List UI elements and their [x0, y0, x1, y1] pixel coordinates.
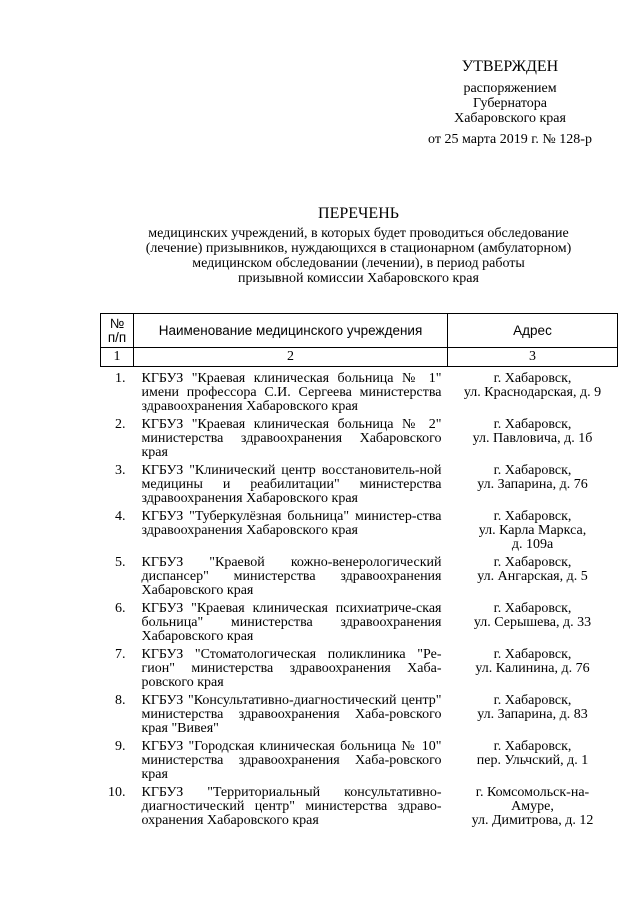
address-line: г. Хабаровск, [493, 693, 572, 708]
address-line: ул. Карла Маркса, [478, 523, 587, 538]
table-row [101, 782, 618, 828]
address-line: ул. Ангарская, д. 5 [477, 569, 588, 584]
approval-line-order: распоряжением [463, 81, 557, 96]
institutions-table [100, 313, 618, 828]
institution-name: КГБУЗ "Краевая клиническая больница № 2" министерства здравоохранения Хабаровского края [141, 417, 442, 460]
column-number-1: 1 [101, 348, 134, 367]
institution-address [448, 460, 618, 506]
institution-name: КГБУЗ "Краевая клиническая психиатриче-ская больница" министерства здравоохранения Хабаровского края [141, 601, 442, 644]
approval-date: от 25 марта 2019 г. № 128-р [428, 132, 592, 147]
approval-line-governor: Губернатора [472, 96, 548, 111]
approval-block [400, 57, 620, 148]
address-line: г. Хабаровск, [493, 739, 572, 754]
address-line: Амуре, [511, 799, 554, 814]
row-number: 1. [115, 371, 126, 386]
table-row [101, 736, 618, 782]
address-line: ул. Калинина, д. 76 [475, 661, 590, 676]
header-number-sign: № [109, 315, 125, 331]
address-line: ул. Серышева, д. 33 [473, 615, 592, 630]
row-number: 7. [115, 647, 126, 662]
table-row [101, 506, 618, 552]
document-subtitle-line: призывной комиссии Хабаровского края [238, 271, 479, 286]
table-header-row [101, 314, 618, 348]
institution-address [448, 736, 618, 782]
address-line: г. Хабаровск, [493, 555, 572, 570]
document-title: ПЕРЕЧЕНЬ [318, 205, 399, 222]
address-line: ул. Запарина, д. 76 [477, 477, 588, 492]
address-line: пер. Ульчский, д. 1 [476, 753, 589, 768]
approval-line-region: Хабаровского края [454, 111, 566, 126]
header-institution-name: Наименование медицинского учреждения [134, 314, 448, 348]
row-number: 6. [115, 601, 126, 616]
address-line: г. Хабаровск, [493, 601, 572, 616]
address-line: ул. Краснодарская, д. 9 [463, 385, 602, 400]
document-subtitle-line: (лечение) призывников, нуждающихся в стационарном (амбулаторном) [145, 241, 572, 256]
address-line: ул. Павловича, д. 1б [472, 431, 593, 446]
address-line: г. Комсомольск-на- [475, 785, 590, 800]
institution-address [448, 552, 618, 598]
institution-name: КГБУЗ "Краевая клиническая больница № 1" имени профессора С.И. Сергеева министерства здравоохранения Хабаровского края [141, 371, 442, 414]
institution-address [448, 367, 618, 415]
column-number-2: 2 [134, 348, 448, 367]
institution-address [448, 598, 618, 644]
address-line: г. Хабаровск, [493, 647, 572, 662]
row-number: 10. [108, 785, 126, 800]
row-number: 3. [115, 463, 126, 478]
header-address: Адрес [448, 314, 618, 348]
approval-heading: УТВЕРЖДЕН [461, 58, 559, 75]
document-subtitle-line: медицинских учреждений, в которых будет проводиться обследование [148, 226, 569, 241]
row-number: 4. [115, 509, 126, 524]
row-number: 8. [115, 693, 126, 708]
table-row [101, 414, 618, 460]
column-number-3: 3 [448, 348, 618, 367]
institution-address [448, 782, 618, 828]
institution-name: КГБУЗ "Городская клиническая больница № 10" министерства здравоохранения Хаба-ровского края [141, 739, 442, 782]
column-number-row [101, 348, 618, 367]
institution-address [448, 414, 618, 460]
institution-name: КГБУЗ "Краевой кожно-венерологический диспансер" министерства здравоохранения Хабаровского края [141, 555, 442, 598]
header-number-abbr: п/п [107, 329, 127, 345]
institution-address [448, 644, 618, 690]
table-row [101, 644, 618, 690]
institution-address [448, 690, 618, 736]
institution-name: КГБУЗ "Туберкулёзная больница" министер-ства здравоохранения Хабаровского края [141, 509, 442, 538]
table-row [101, 598, 618, 644]
institution-address [448, 506, 618, 552]
row-number: 2. [115, 417, 126, 432]
institution-name: КГБУЗ "Стоматологическая поликлиника "Ре-гион" министерства здравоохранения Хаба-ровского края [141, 647, 442, 690]
address-line: г. Хабаровск, [493, 509, 572, 524]
address-line: г. Хабаровск, [493, 417, 572, 432]
address-line: г. Хабаровск, [493, 463, 572, 478]
table-row [101, 460, 618, 506]
table-row [101, 690, 618, 736]
address-line: д. 109а [511, 537, 554, 552]
row-number: 9. [115, 739, 126, 754]
address-line: ул. Димитрова, д. 12 [471, 813, 594, 828]
header-number [101, 314, 134, 348]
document-subtitle-line: медицинском обследовании (лечении), в период работы [192, 256, 525, 271]
address-line: г. Хабаровск, [493, 371, 572, 386]
table-row [101, 367, 618, 415]
institution-name: КГБУЗ "Консультативно-диагностический центр" министерства здравоохранения Хаба-ровского края "Вивея" [141, 693, 442, 736]
row-number: 5. [115, 555, 126, 570]
address-line: ул. Запарина, д. 83 [477, 707, 588, 722]
document-title-block [100, 205, 617, 286]
table-row [101, 552, 618, 598]
institution-name: КГБУЗ "Территориальный консультативно-диагностический центр" министерства здраво-охранения Хабаровского края [141, 785, 442, 828]
institution-name: КГБУЗ "Клинический центр восстановитель-ной медицины и реабилитации" министерства здравоохранения Хабаровского края [141, 463, 442, 506]
